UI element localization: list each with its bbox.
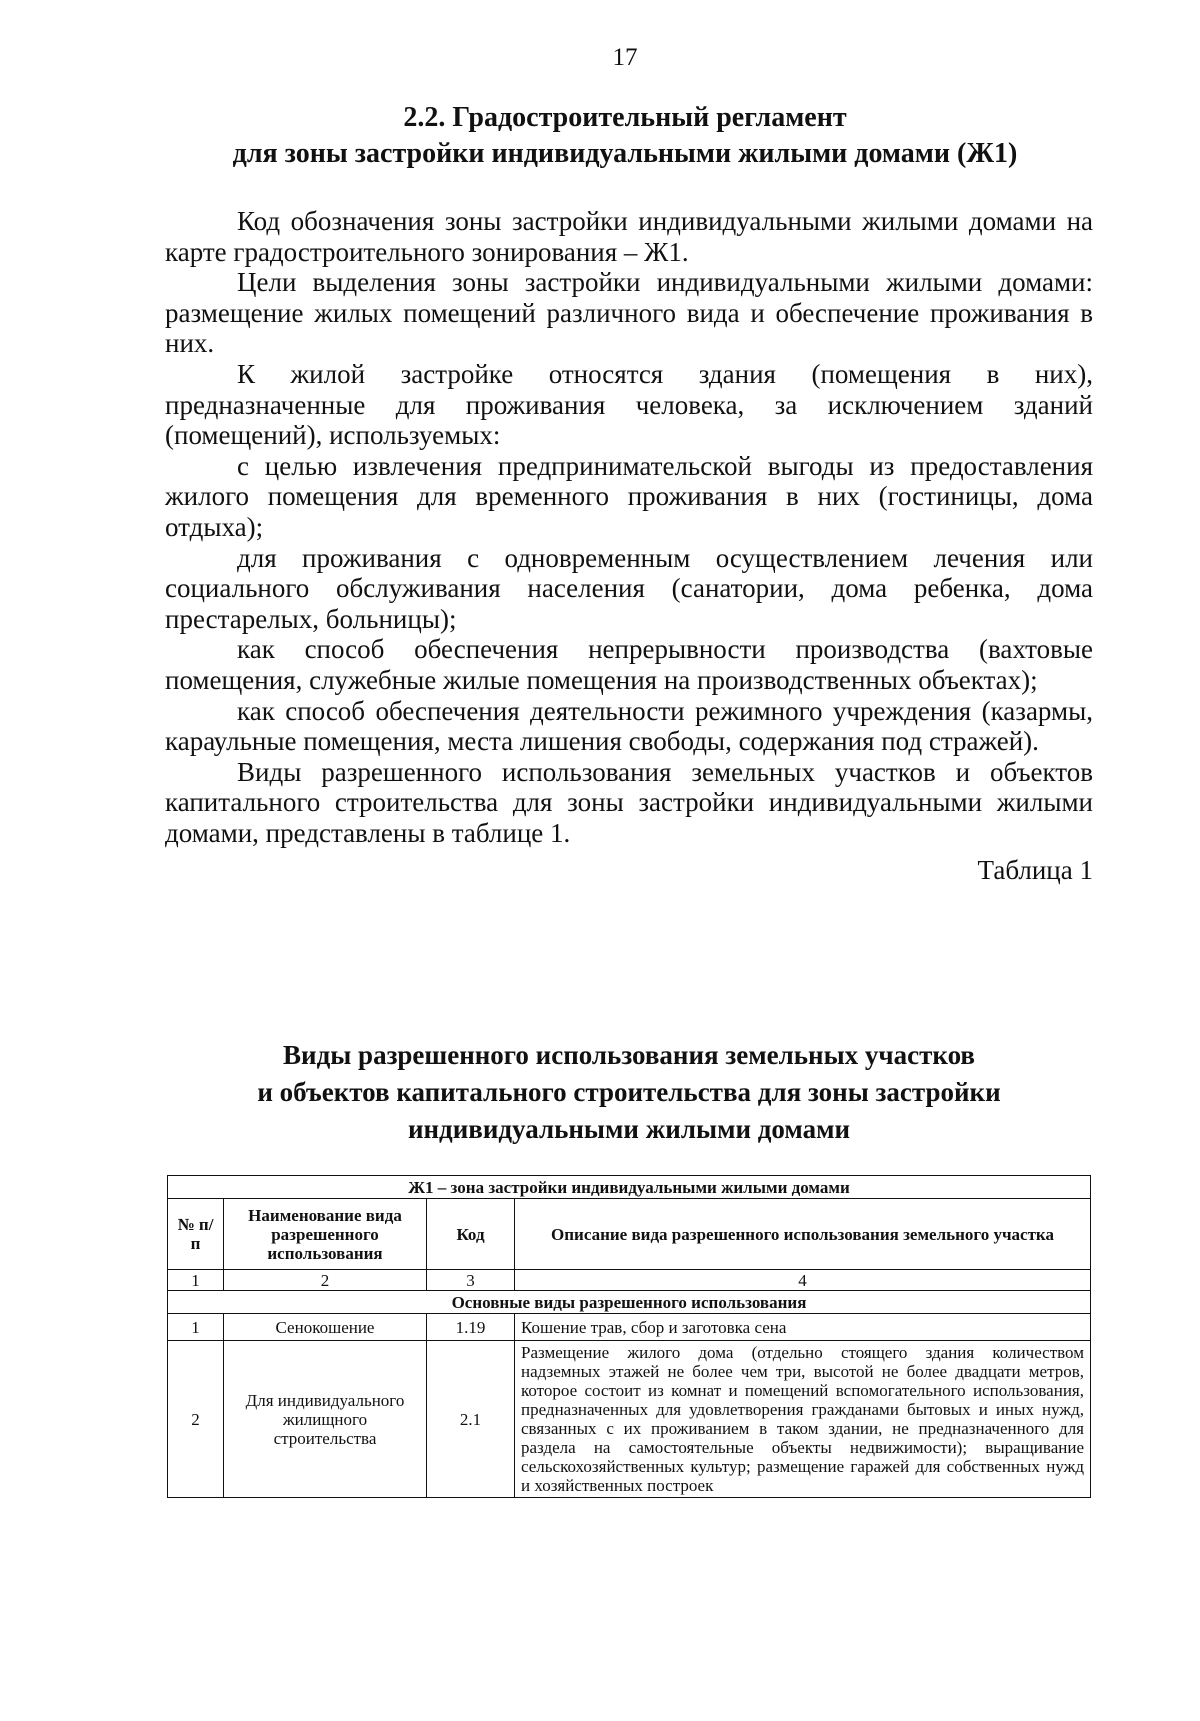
row-num: 1 bbox=[168, 1314, 224, 1341]
paragraph: как способ обеспечения непрерывности производства (вахтовые помещения, служебные жилые помещения на производственных объектах); bbox=[165, 634, 1093, 695]
zone-header-row bbox=[168, 1176, 1091, 1199]
row-num: 2 bbox=[168, 1341, 224, 1498]
section-heading bbox=[150, 100, 1100, 172]
body-text bbox=[165, 206, 1093, 886]
header-num: № п/п bbox=[168, 1199, 224, 1270]
table-row bbox=[168, 1314, 1091, 1341]
column-number-cell: 1 bbox=[168, 1270, 224, 1291]
paragraph: Код обозначения зоны застройки индивидуальными жилыми домами на карте градостроительного зонирования – Ж1. bbox=[165, 206, 1093, 267]
column-number-cell: 3 bbox=[427, 1270, 515, 1291]
header-desc: Описание вида разрешенного использования земельного участка bbox=[515, 1199, 1091, 1270]
row-code: 1.19 bbox=[427, 1314, 515, 1341]
header-name: Наименование вида разрешенного использования bbox=[224, 1199, 427, 1270]
heading-line-1: 2.2. Градостроительный регламент bbox=[403, 102, 847, 133]
header-code: Код bbox=[427, 1199, 515, 1270]
paragraph: с целью извлечения предпринимательской выгоды из предоставления жилого помещения для временного проживания в них (гостиницы, дома отдыха); bbox=[165, 450, 1093, 542]
land-use-table bbox=[167, 1175, 1091, 1498]
table-title bbox=[165, 1037, 1093, 1148]
paragraph: К жилой застройке относятся здания (помещения в них), предназначенные для проживания человека, за исключением зданий (помещений), используемых: bbox=[165, 358, 1093, 451]
column-number-row bbox=[168, 1270, 1091, 1291]
column-header-row bbox=[168, 1199, 1091, 1270]
column-number-cell: 4 bbox=[515, 1270, 1091, 1291]
row-code: 2.1 bbox=[427, 1341, 515, 1498]
table-title-line-2: и объектов капитального строительства для зоны застройки bbox=[257, 1077, 1001, 1107]
row-name: Для индивидуального жилищного строительства bbox=[224, 1341, 427, 1498]
table-title-line-3: индивидуальными жилыми домами bbox=[407, 1114, 851, 1144]
row-name: Сенокошение bbox=[224, 1314, 427, 1341]
table-label: Таблица 1 bbox=[977, 855, 1093, 886]
paragraph: как способ обеспечения деятельности режимного учреждения (казармы, караульные помещения, места лишения свободы, содержания под стражей). bbox=[165, 695, 1093, 757]
table-row bbox=[168, 1341, 1091, 1498]
row-desc: Кошение трав, сбор и заготовка сена bbox=[515, 1314, 1091, 1341]
zone-header-cell: Ж1 – зона застройки индивидуальными жилыми домами bbox=[168, 1176, 1091, 1199]
page-number: 17 bbox=[612, 44, 638, 71]
column-number-cell: 2 bbox=[224, 1270, 427, 1291]
table-title-line-1: Виды разрешенного использования земельных участков bbox=[283, 1040, 975, 1070]
paragraph: Цели выделения зоны застройки индивидуальными жилыми домами: размещение жилых помещений различного вида и обеспечение проживания в них. bbox=[165, 267, 1093, 359]
section-header-row bbox=[168, 1291, 1091, 1314]
paragraph: Виды разрешенного использования земельных участков и объектов капитального строительства для зоны застройки индивидуальными жилыми домами, представлены в таблице 1. bbox=[165, 756, 1093, 848]
row-desc: Размещение жилого дома (отдельно стоящего здания количеством надземных этажей не более чем три, высотой не более двадцати метров, которое состоит из комнат и помещений вспомогательного использования, предназначенных для удовлетворения гражданами бытовых и иных нужд, связанных с их проживанием в таком здании, не предназначенного для раздела на самостоятельные объекты недвижимости); выращивание сельскохозяйственных культур; размещение гаражей для собственных нужд и хозяйственных построек bbox=[515, 1341, 1091, 1498]
section-header-cell: Основные виды разрешенного использования bbox=[168, 1291, 1091, 1314]
paragraph: для проживания с одновременным осуществлением лечения или социального обслуживания населения (санатории, дома ребенка, дома престарелых, больницы); bbox=[165, 542, 1093, 634]
heading-line-2: для зоны застройки индивидуальными жилыми домами (Ж1) bbox=[232, 138, 1018, 169]
